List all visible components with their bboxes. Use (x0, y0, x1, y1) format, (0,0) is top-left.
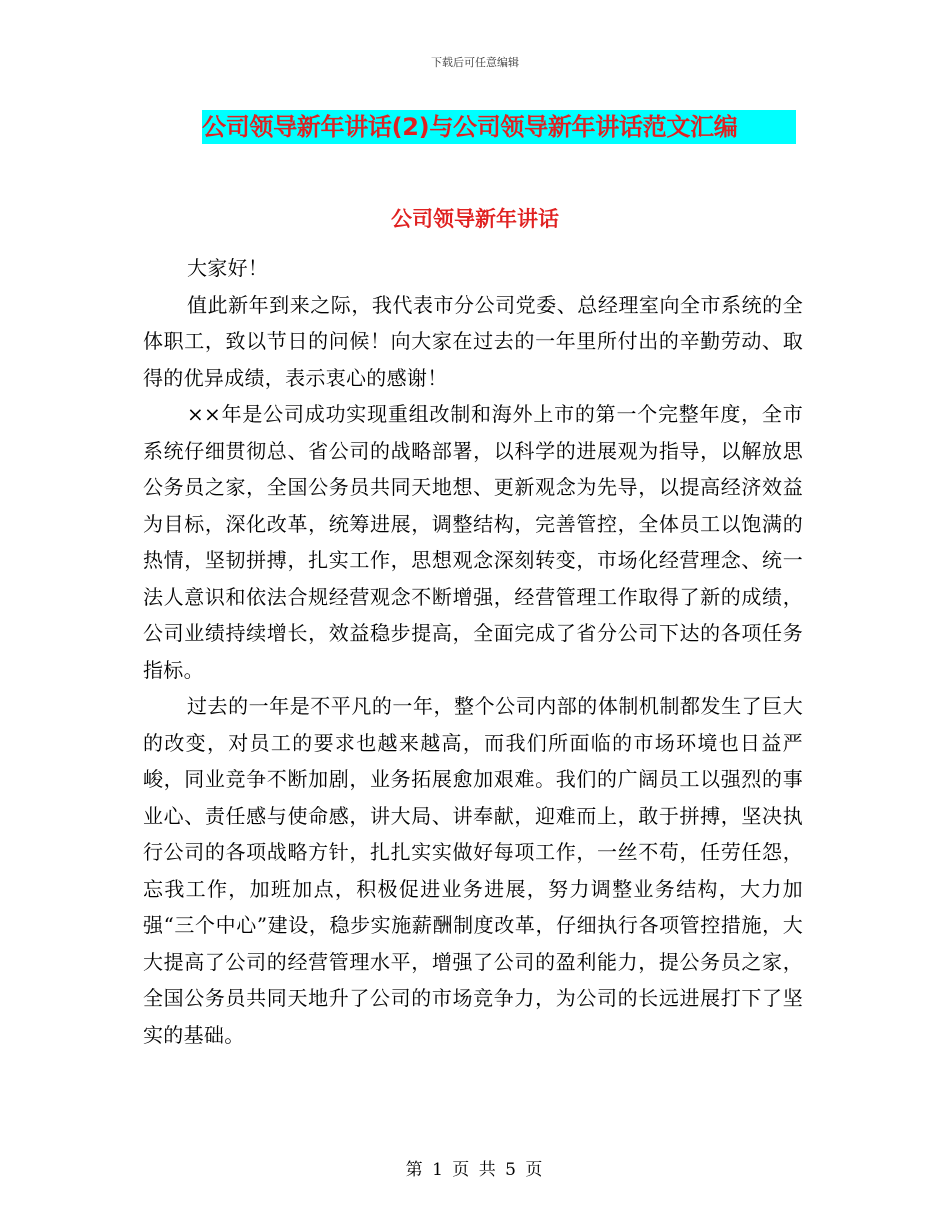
body-text (143, 250, 803, 1053)
header-note: 下载后可任意编辑 (431, 56, 519, 69)
paragraph-greeting: 大家好！ (187, 256, 269, 280)
page-footer: 第 1 页 共 5 页 (405, 1160, 545, 1180)
section-title: 公司领导新年讲话 (391, 207, 559, 231)
paragraph: 值此新年到来之际，我代表市分公司党委、总经理室向全市系统的全体职工，致以节日的问候！向大家在过去的一年里所付出的辛勤劳动、取得的优异成绩，表示衷心的感谢！ (143, 292, 803, 390)
paragraph: ××年是公司成功实现重组改制和海外上市的第一个完整年度，全市系统仔细贯彻总、省公司的战略部署，以科学的进展观为指导，以解放思公务员之家，全国公务员共同天地想、更新观念为先导，以提高经济效益为目标，深化改革，统筹进展，调整结构，完善管控，全体员工以饱满的热情，坚韧拼搏，扎实工作，思想观念深刻转变，市场化经营理念、统一法人意识和依法合规经营观念不断增强，经营管理工作取得了新的成绩，公司业绩持续增长，效益稳步提高，全面完成了省分公司下达的各项任务指标。 (143, 402, 803, 682)
document-title: 公司领导新年讲话(2)与公司领导新年讲话范文汇编 (202, 110, 796, 144)
paragraph: 过去的一年是不平凡的一年，整个公司内部的体制机制都发生了巨大的改变，对员工的要求也越来越高，而我们所面临的市场环境也日益严峻，同业竞争不断加剧，业务拓展愈加艰难。我们的广阔员工以强烈的事业心、责任感与使命感，讲大局、讲奉献，迎难而上，敢于拼搏，坚决执行公司的各项战略方针，扎扎实实做好每项工作，一丝不苟，任劳任怨，忘我工作，加班加点，积极促进业务进展，努力调整业务结构，大力加强“三个中心”建设，稳步实施薪酬制度改革，仔细执行各项管控措施，大大提高了公司的经营管理水平，增强了公司的盈利能力，提公务员之家，全国公务员共同天地升了公司的市场竞争力，为公司的长远进展打下了坚实的基础。 (143, 694, 803, 1047)
